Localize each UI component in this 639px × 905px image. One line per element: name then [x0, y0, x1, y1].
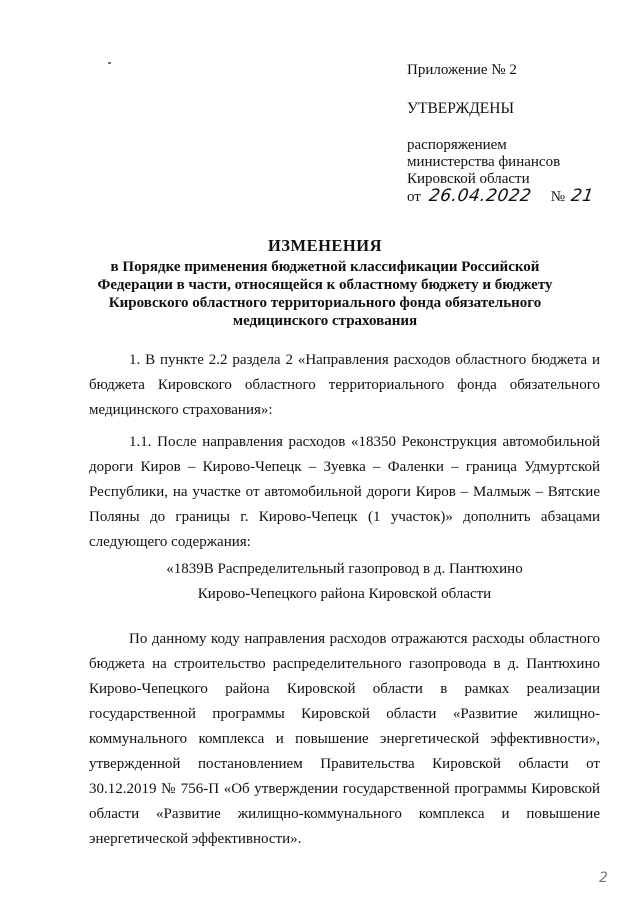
handwritten-date: 26.04.2022	[427, 186, 533, 206]
date-number-line	[407, 188, 627, 206]
approval-block	[407, 62, 627, 206]
paragraph-2	[89, 430, 600, 555]
handwritten-number: 21	[569, 186, 595, 206]
order-line-2: министерства финансов	[407, 154, 561, 170]
quote-line-2: Кирово-Чепецкого района Кировской области	[197, 586, 492, 602]
number-label: №	[550, 189, 566, 205]
appendix-label: Приложение № 2	[407, 62, 517, 78]
paragraph-1	[89, 348, 600, 423]
paragraph-1-text: 1. В пункте 2.2 раздела 2 «Направления расходов областного бюджета и бюджета Кировского областного территориального фонда обязательного медицинского страхования»:	[89, 352, 600, 418]
title-line-4: медицинского страхования	[232, 313, 418, 329]
paragraph-3	[89, 627, 600, 852]
approved-heading: УТВЕРЖДЕНЫ	[407, 100, 514, 117]
title-main: ИЗМЕНЕНИЯ	[267, 236, 383, 255]
paragraph-3-text: По данному коду направления расходов отражаются расходы областного бюджета на строительство распределительного газопровода в д. Пантюхино Кирово-Чепецкого района Кировской области в рамках реализации государственной программы Кировской области «Развитие жилищно-коммунального комплекса и повышение энергетической эффективности», утвержденной постановлением Правительства Кировской области от 30.12.2019 № 756-П «Об утверждении государственной программы Кировской области «Развитие жилищно-коммунального комплекса и повышение энергетической эффективности».	[89, 631, 600, 847]
paragraph-2-text: 1.1. После направления расходов «18350 Реконструкция автомобильной дороги Киров – Кирово-Чепецк – Зуевка – Фаленки – граница Удмуртской Республики, на участке от автомобильной дороги Киров – Малмыж – Вятские Поляны до границы г. Кирово-Чепецк (1 участок)» дополнить абзацами следующего содержания:	[89, 434, 600, 550]
order-line-3: Кировской области	[407, 171, 530, 187]
document-title	[60, 237, 590, 330]
title-line-3: Кировского областного территориального фонда обязательного	[108, 295, 542, 311]
title-line-1: в Порядке применения бюджетной классификации Российской	[110, 259, 540, 275]
quote-line-1: «1839В Распределительный газопровод в д. Пантюхино	[166, 561, 523, 577]
title-line-2: Федерации в части, относящейся к областному бюджету и бюджету	[97, 277, 553, 293]
page-number-mark: 2	[599, 870, 608, 886]
scan-speck	[108, 62, 111, 64]
order-line-1: распоряжением	[407, 137, 507, 153]
date-prefix: от	[407, 189, 421, 205]
